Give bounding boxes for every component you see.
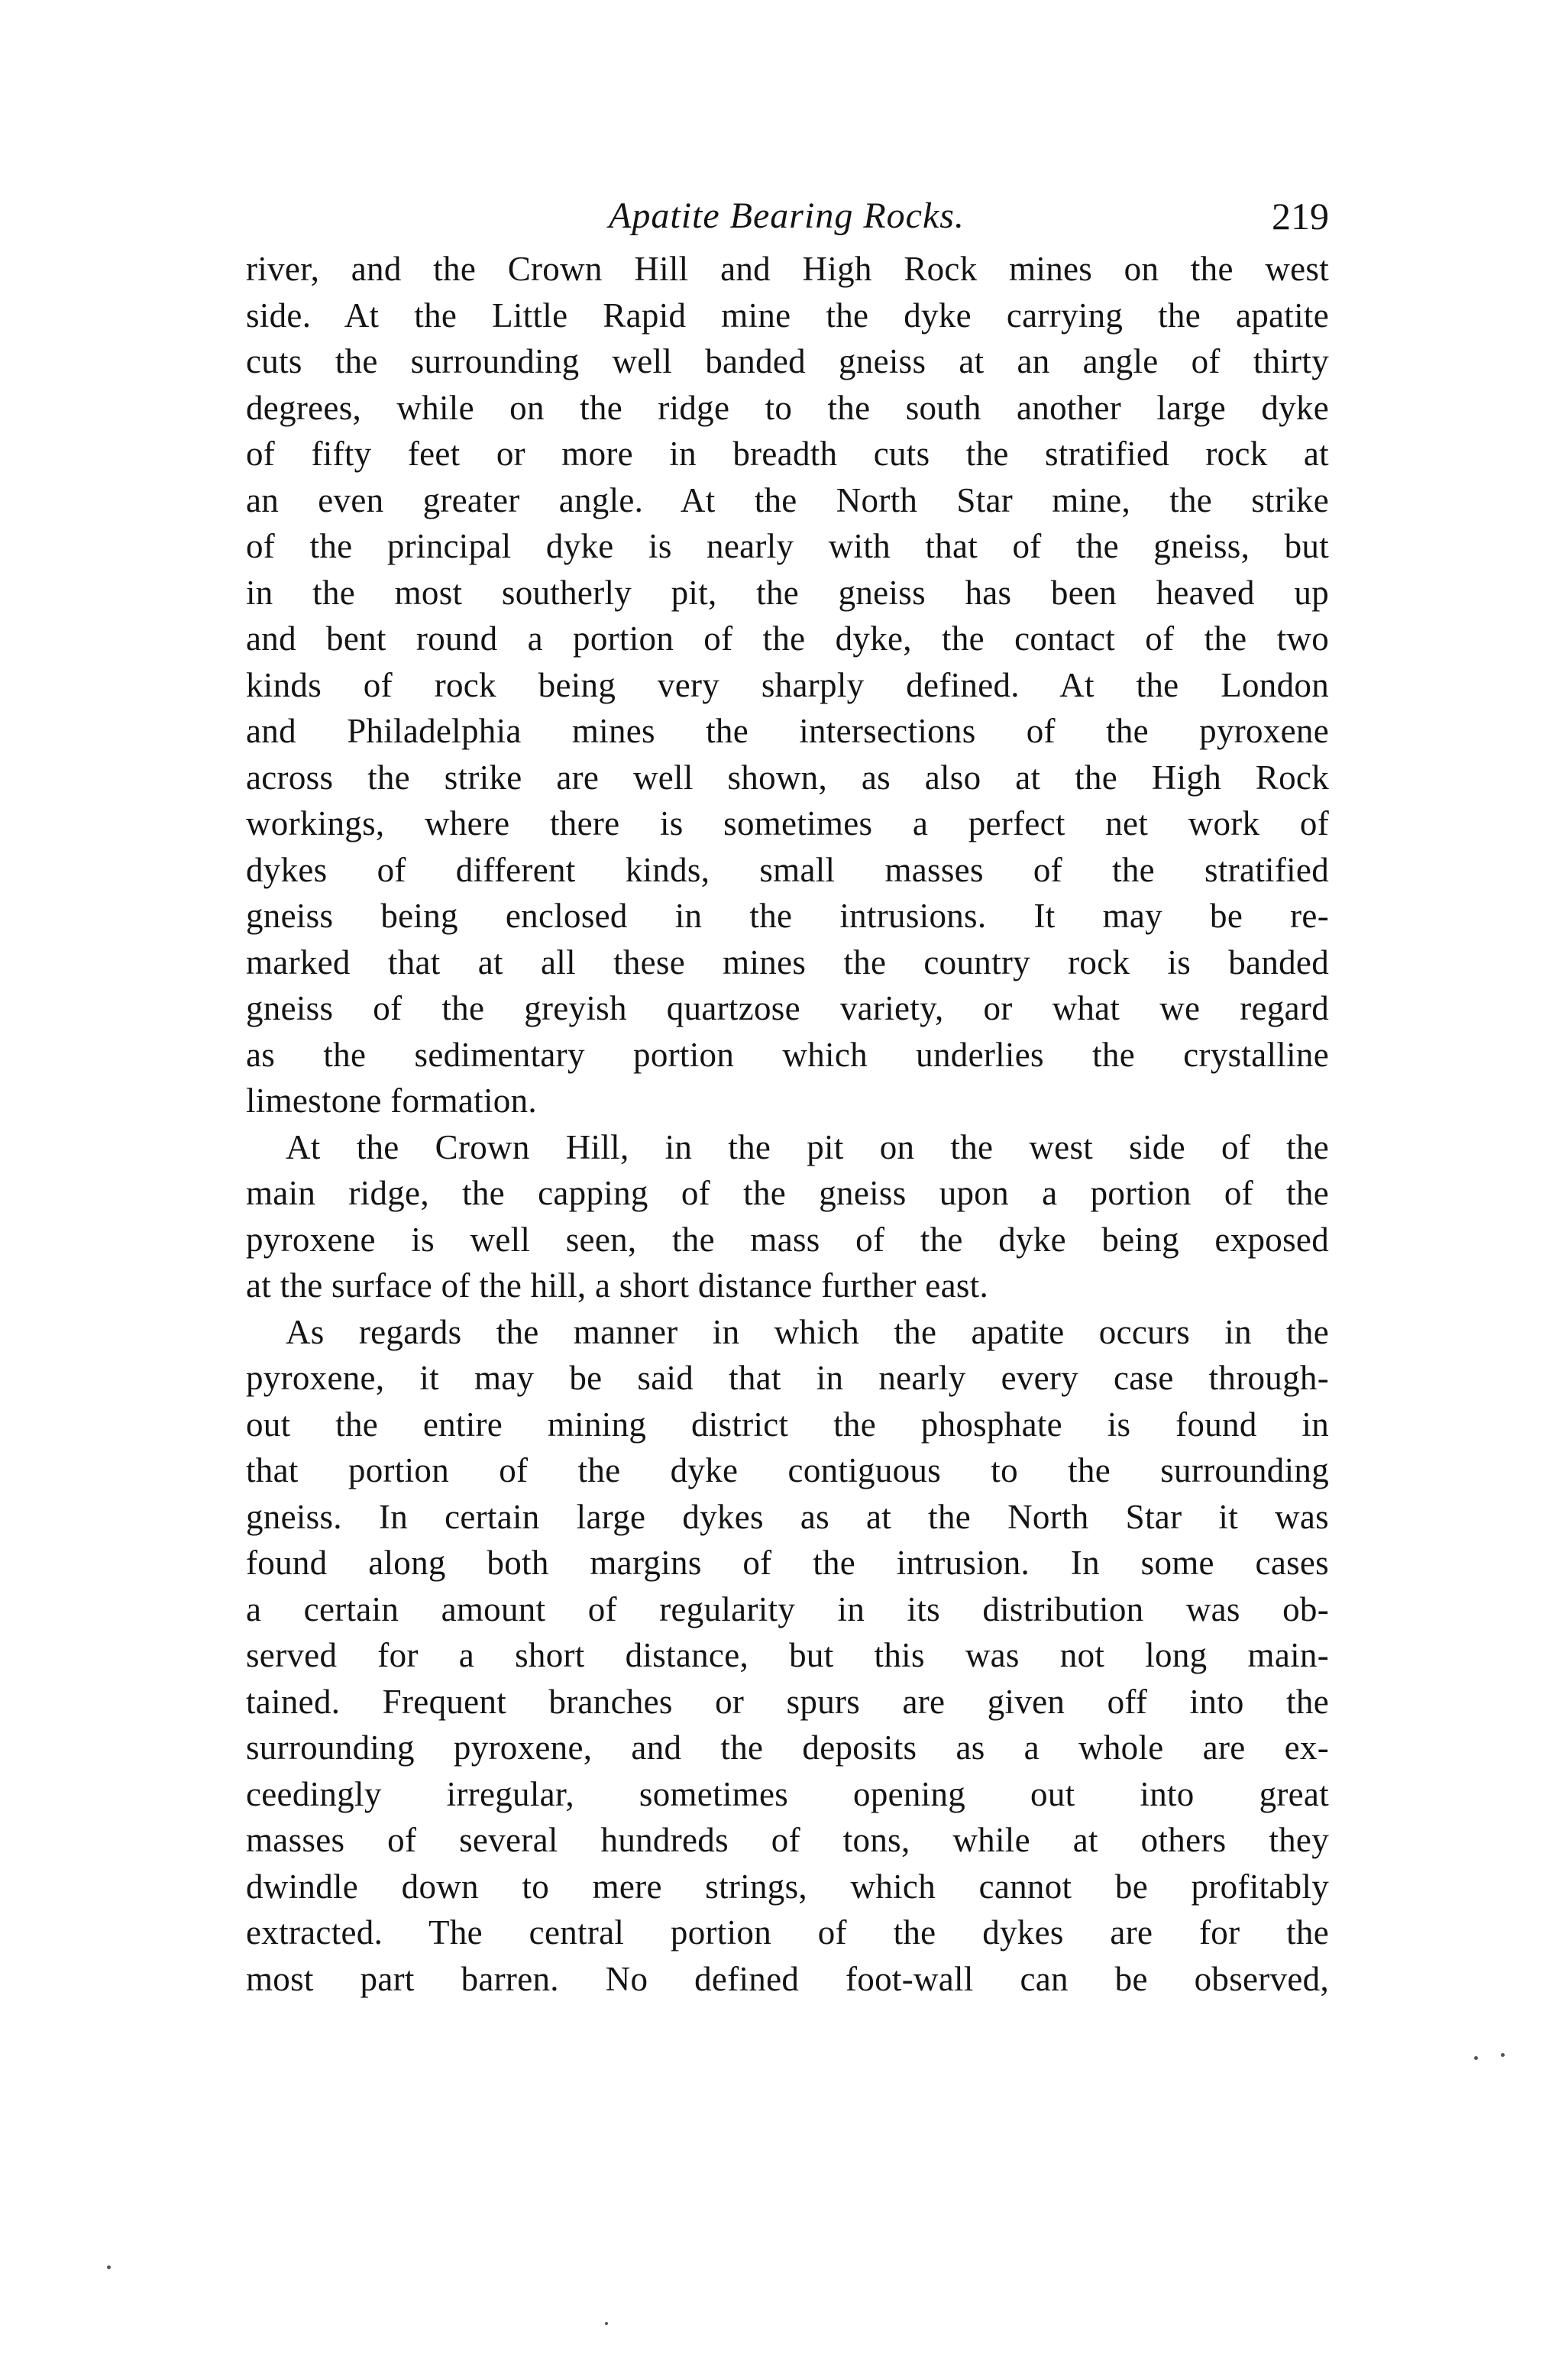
body-text [246, 246, 1329, 2002]
scan-speck [1501, 2053, 1505, 2057]
text-line: as the sedimentary portion which underlies the crystalline [246, 1035, 1329, 1074]
text-line: pyroxene, it may be said that in nearly every case through- [246, 1359, 1329, 1397]
text-line: across the strike are well shown, as also at the High Rock [246, 758, 1329, 797]
text-line: ceedingly irregular, sometimes opening out into great [246, 1774, 1329, 1813]
text-line: surrounding pyroxene, and the deposits as a whole are ex- [246, 1728, 1329, 1767]
text-line: found along both margins of the intrusion. In some cases [246, 1544, 1329, 1582]
text-line: workings, where there is sometimes a perfect net work of [246, 804, 1329, 842]
text-line: tained. Frequent branches or spurs are given off into the [246, 1682, 1329, 1721]
text-line: marked that at all these mines the country rock is banded [246, 943, 1329, 981]
scan-speck [605, 2322, 608, 2325]
text-line: kinds of rock being very sharply defined. At the London [246, 665, 1329, 704]
text-line: pyroxene is well seen, the mass of the dyke being exposed [246, 1220, 1329, 1259]
text-line: and Philadelphia mines the intersections of the pyroxene [246, 712, 1329, 750]
scan-speck [107, 2265, 111, 2269]
text-line: limestone formation. [246, 1082, 537, 1120]
text-line: a certain amount of regularity in its distribution was ob- [246, 1589, 1329, 1628]
page-header [244, 189, 1329, 243]
text-line: main ridge, the capping of the gneiss upon a portion of the [246, 1174, 1329, 1212]
scan-speck [1474, 2056, 1478, 2060]
text-line: dwindle down to mere strings, which cannot be profitably [246, 1867, 1329, 1906]
text-line: an even greater angle. At the North Star mine, the strike [246, 480, 1329, 519]
text-line: and bent round a portion of the dyke, the contact of the two [246, 619, 1329, 658]
text-line: of fifty feet or more in breadth cuts the stratified rock at [246, 435, 1329, 473]
text-line: that portion of the dyke contiguous to the surrounding [246, 1451, 1329, 1489]
text-line: At the Crown Hill, in the pit on the west side of the [286, 1127, 1329, 1166]
text-line: side. At the Little Rapid mine the dyke carrying the apatite [246, 296, 1329, 335]
text-line: river, and the Crown Hill and High Rock mines on the west [246, 250, 1329, 288]
text-line: at the surface of the hill, a short distance further east. [246, 1266, 989, 1305]
text-line: masses of several hundreds of tons, while at others they [246, 1821, 1329, 1859]
text-line: As regards the manner in which the apatite occurs in the [286, 1312, 1329, 1351]
page-number: 219 [1272, 195, 1329, 238]
text-line: gneiss of the greyish quartzose variety, or what we regard [246, 989, 1329, 1027]
text-line: gneiss being enclosed in the intrusions. It may be re- [246, 897, 1329, 935]
text-line: gneiss. In certain large dykes as at the North Star it was [246, 1497, 1329, 1536]
text-line: degrees, while on the ridge to the south another large dyke [246, 388, 1329, 427]
text-line: most part barren. No defined foot-wall can be observed, [246, 1959, 1329, 1998]
text-line: extracted. The central portion of the dykes are for the [246, 1913, 1329, 1952]
text-line: dykes of different kinds, small masses of the stratified [246, 850, 1329, 889]
text-line: cuts the surrounding well banded gneiss at an angle of thirty [246, 342, 1329, 380]
running-title: Apatite Bearing Rocks. [609, 196, 965, 236]
text-line: in the most southerly pit, the gneiss has been heaved up [246, 573, 1329, 612]
text-line: served for a short distance, but this was not long main- [246, 1636, 1329, 1674]
text-line: of the principal dyke is nearly with that of the gneiss, but [246, 527, 1329, 565]
text-line: out the entire mining district the phosphate is found in [246, 1405, 1329, 1444]
